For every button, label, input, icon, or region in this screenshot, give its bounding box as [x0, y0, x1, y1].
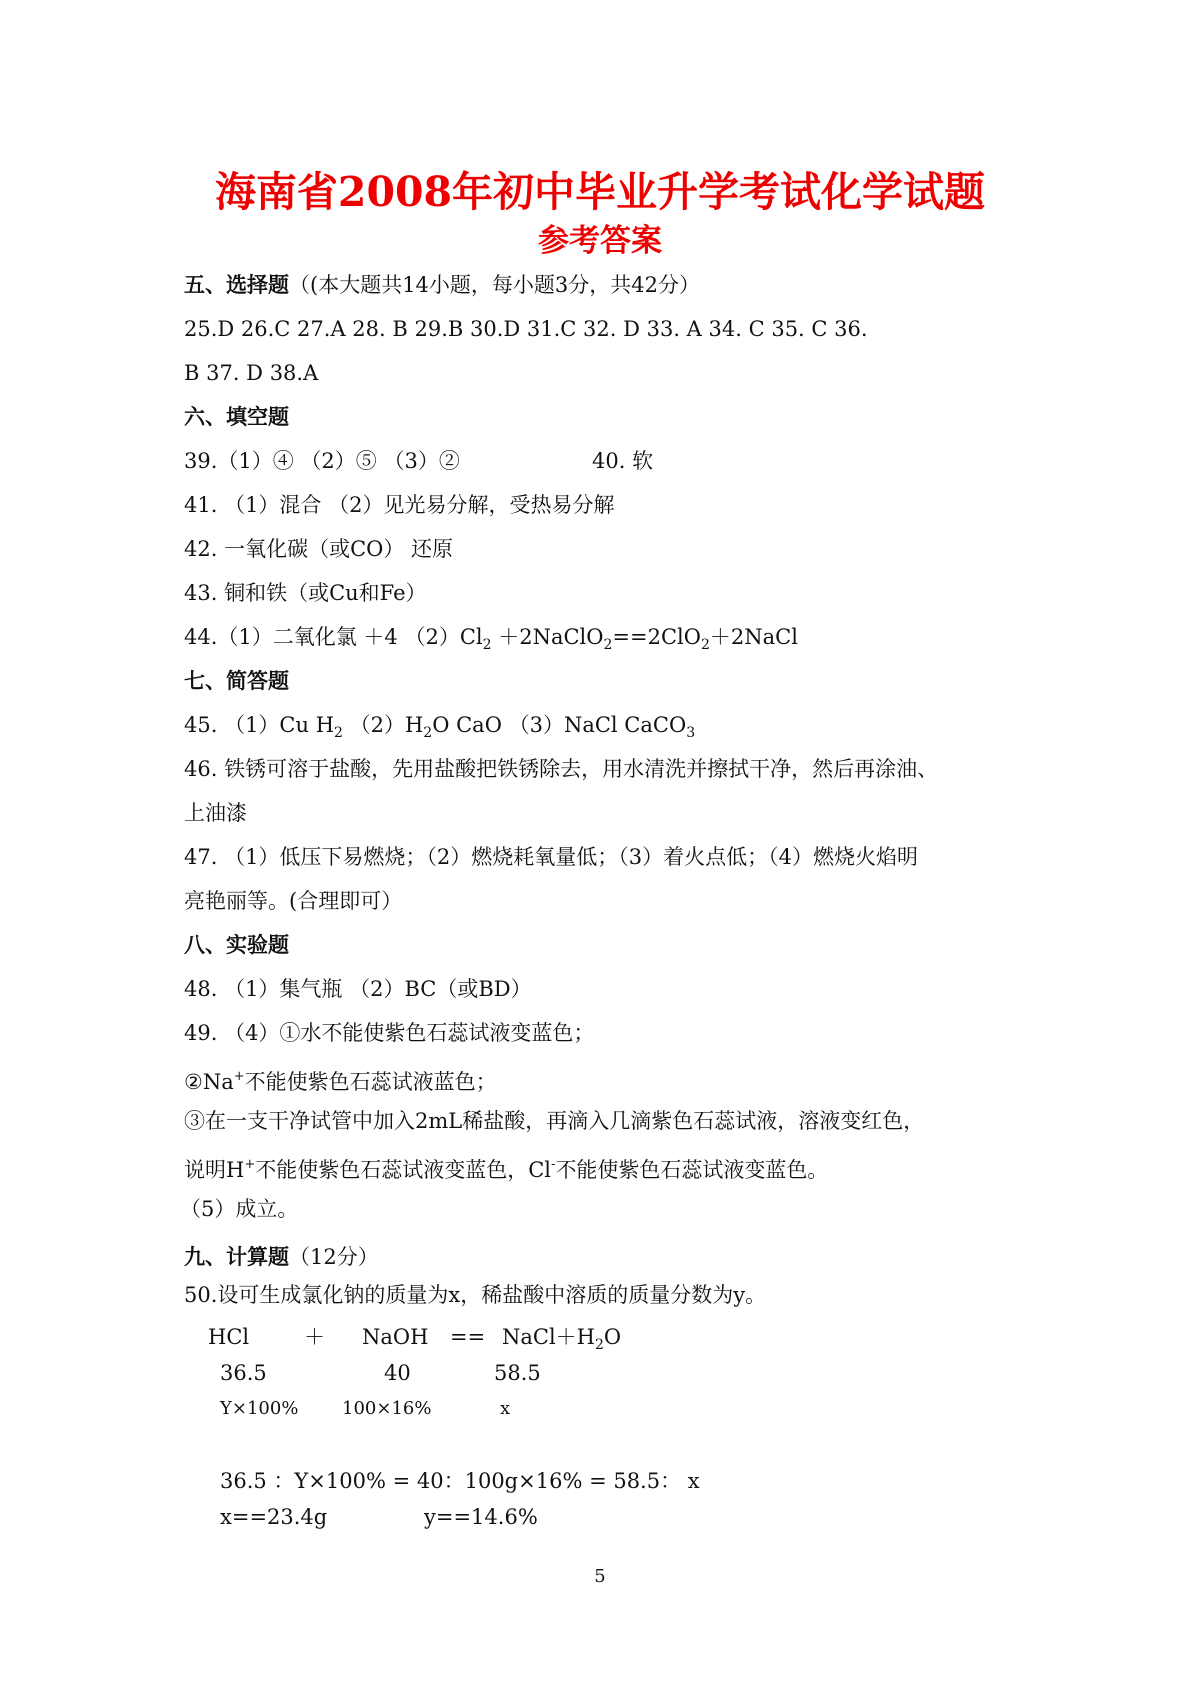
- answer-46-line-2: 上油漆: [184, 801, 247, 825]
- mass-naoh: 40: [384, 1361, 411, 1385]
- equation-naoh: NaOH: [362, 1325, 429, 1349]
- equation-products: $NaCl+H_2O$: [502, 1325, 622, 1353]
- section-heading: 八、实验题: [184, 932, 289, 957]
- equation-hcl: HCl: [208, 1325, 250, 1349]
- answer-49-line-4: 说明H+不能使紫色石蕊试液变蓝色，Cl-不能使紫色石蕊试液变蓝色。: [184, 1157, 829, 1182]
- section-heading: 五、选择题: [184, 272, 289, 297]
- answer-44: 44.（1）二氧化氯 ＋4 $(2)Cl_2$ ＋2NaClO$_2$==2ClO$_2$＋2NaCl: [184, 625, 798, 653]
- mass-nacl: 58.5: [494, 1361, 541, 1385]
- result-y: y==14.6%: [424, 1505, 538, 1529]
- answer-40: 40. 软: [592, 449, 654, 473]
- page-title: 海南省2008年初中毕业升学考试化学试题: [214, 168, 986, 216]
- answer-49-line-1: 49. （4）①水不能使紫色石蕊试液变蓝色；: [184, 1021, 595, 1045]
- section-calc: [184, 1242, 1034, 1272]
- result-x: x==23.4g: [220, 1505, 328, 1529]
- choice-answers-line-1: 25.D 26.C 27.A 28. B 29.B 30.D 31.C 32. D 33. A 34. C 35. C 36.: [184, 317, 868, 341]
- answer-45: 45. （1）Cu $H_2$ $(2)H_2O$ CaO （3）NaCl CaCO$_3$: [184, 713, 696, 741]
- value-hcl: Y×100%: [220, 1398, 299, 1419]
- proportion-equation: 36.5 ：Y×100% = 40：100g×16% = 58.5： x: [220, 1469, 700, 1493]
- value-naoh: 100×16%: [342, 1398, 432, 1419]
- answer-41: 41. （1）混合 （2）见光易分解，受热易分解: [184, 493, 615, 517]
- section-choice: [184, 270, 1034, 300]
- answer-49-line-3: ③在一支干净试管中加入2mL稀盐酸，再滴入几滴紫色石蕊试液，溶液变红色，: [184, 1109, 925, 1133]
- section-heading: 六、填空题: [184, 404, 289, 429]
- answer-43: 43. 铜和铁（或Cu和Fe）: [184, 581, 427, 605]
- answer-39-40: [184, 446, 1034, 476]
- value-nacl: x: [500, 1398, 511, 1419]
- answer-49-line-2: ②Na+不能使紫色石蕊试液蓝色；: [184, 1069, 497, 1094]
- page-subtitle: 参考答案: [538, 223, 662, 259]
- answer-50-intro: 50.设可生成氯化钠的质量为x，稀盐酸中溶质的质量分数为y。: [184, 1283, 767, 1307]
- section-note: （12分）: [289, 1245, 379, 1269]
- answer-48: 48. （1）集气瓶 （2）BC（或BD）: [184, 977, 532, 1001]
- section-note: （(本大题共14小题，每小题3分，共42分）: [289, 273, 700, 297]
- section-heading: 九、计算题: [184, 1244, 289, 1269]
- answer-39: 39.（1）④ （2）⑤ （3）②: [184, 449, 460, 473]
- answer-42: 42. 一氧化碳（或CO） 还原: [184, 537, 454, 561]
- page-number: 5: [594, 1566, 606, 1587]
- equation-equals: ==: [450, 1325, 486, 1349]
- choice-answers-line-2: B 37. D 38.A: [184, 361, 319, 385]
- section-heading: 七、简答题: [184, 668, 289, 693]
- answer-46-line-1: 46. 铁锈可溶于盐酸，先用盐酸把铁锈除去，用水清洗并擦拭干净，然后再涂油、: [184, 757, 939, 781]
- answer-47-line-2: 亮艳丽等。(合理即可）: [184, 889, 403, 913]
- mass-hcl: 36.5: [220, 1361, 267, 1385]
- answer-49-line-5: （5）成立。: [180, 1197, 299, 1221]
- equation-plus: ＋: [304, 1325, 325, 1349]
- answer-47-line-1: 47. （1）低压下易燃烧；（2）燃烧耗氧量低；（3）着火点低；（4）燃烧火焰明: [184, 845, 919, 869]
